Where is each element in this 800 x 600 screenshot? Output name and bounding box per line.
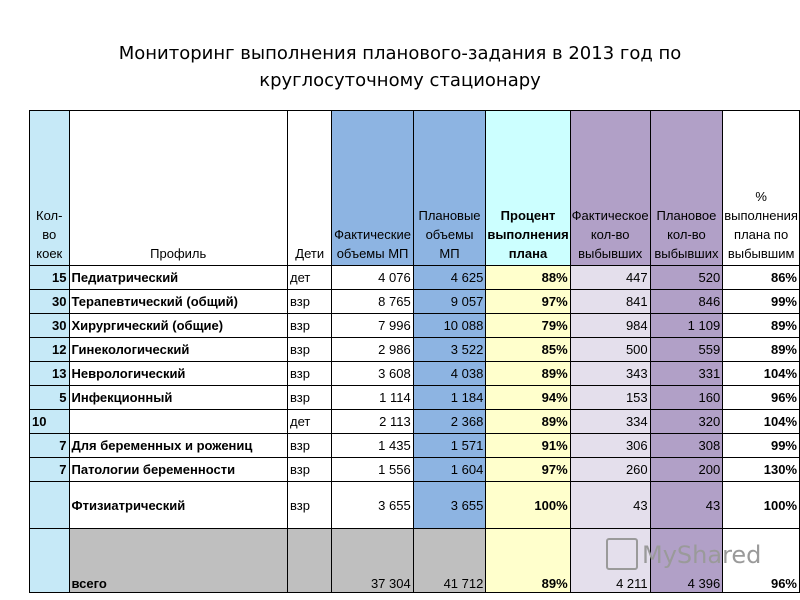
cell-plan: 4 038 — [413, 362, 486, 386]
cell-fakt: 1 114 — [332, 386, 413, 410]
cell-prof: Хирургический (общие) — [69, 314, 287, 338]
cell-proc: 79% — [486, 314, 570, 338]
cell-plan: 41 712 — [413, 529, 486, 593]
cell-pct: 104% — [723, 362, 800, 386]
cell-fvyb: 447 — [570, 266, 650, 290]
cell-plan: 1 184 — [413, 386, 486, 410]
header-row — [30, 111, 800, 266]
cell-plan: 2 368 — [413, 410, 486, 434]
cell-kol: 7 — [30, 458, 70, 482]
cell-kol — [30, 482, 70, 529]
cell-deti: взр — [287, 482, 331, 529]
cell-pct: 99% — [723, 434, 800, 458]
cell-deti: взр — [287, 434, 331, 458]
cell-prof: Патологии беременности — [69, 458, 287, 482]
watermark-text: MyShared — [642, 541, 762, 569]
header-pct: % выполнения плана по выбывшим — [723, 111, 800, 266]
cell-plan: 3 522 — [413, 338, 486, 362]
cell-kol: 30 — [30, 314, 70, 338]
header-fakt: Фактические объемы МП — [332, 111, 413, 266]
cell-deti: взр — [287, 338, 331, 362]
cell-prof: Неврологический — [69, 362, 287, 386]
table-row — [30, 482, 800, 529]
cell-prof: Для беременных и рожениц — [69, 434, 287, 458]
cell-fakt: 4 076 — [332, 266, 413, 290]
cell-fakt: 37 304 — [332, 529, 413, 593]
cell-deti: дет — [287, 410, 331, 434]
cell-proc: 91% — [486, 434, 570, 458]
table-row — [30, 410, 800, 434]
cell-pct: 104% — [723, 410, 800, 434]
cell-proc: 94% — [486, 386, 570, 410]
cell-deti — [287, 529, 331, 593]
cell-pvyb: 559 — [650, 338, 723, 362]
cell-kol: 12 — [30, 338, 70, 362]
cell-pvyb: 331 — [650, 362, 723, 386]
cell-kol: 30 — [30, 290, 70, 314]
cell-fvyb: 343 — [570, 362, 650, 386]
cell-pvyb: 846 — [650, 290, 723, 314]
table-row — [30, 338, 800, 362]
cell-fvyb: 153 — [570, 386, 650, 410]
cell-proc: 89% — [486, 529, 570, 593]
cell-pvyb: 4 396 — [650, 529, 723, 593]
cell-deti: дет — [287, 266, 331, 290]
cell-pct: 130% — [723, 458, 800, 482]
cell-pct: 100% — [723, 482, 800, 529]
header-deti: Дети — [287, 111, 331, 266]
cell-proc: 97% — [486, 458, 570, 482]
cell-pvyb: 320 — [650, 410, 723, 434]
cell-fvyb: 306 — [570, 434, 650, 458]
cell-plan: 9 057 — [413, 290, 486, 314]
cell-kol: 13 — [30, 362, 70, 386]
header-kol: Кол-во коек — [30, 111, 70, 266]
watermark — [606, 540, 761, 572]
table-row — [30, 458, 800, 482]
title-line-1: Мониторинг выполнения планового-задания в 2013 год по — [118, 43, 682, 64]
cell-fvyb: 500 — [570, 338, 650, 362]
cell-fakt: 8 765 — [332, 290, 413, 314]
cell-prof: Инфекционный — [69, 386, 287, 410]
cell-pct: 96% — [723, 529, 800, 593]
cell-fakt: 3 655 — [332, 482, 413, 529]
cell-fvyb: 260 — [570, 458, 650, 482]
cell-prof: всего — [69, 529, 287, 593]
cell-plan: 4 625 — [413, 266, 486, 290]
cell-pct: 86% — [723, 266, 800, 290]
cell-plan: 3 655 — [413, 482, 486, 529]
cell-pvyb: 43 — [650, 482, 723, 529]
header-pvyb: Плановое кол-во выбывших — [650, 111, 723, 266]
cell-pct: 99% — [723, 290, 800, 314]
header-fvyb: Фактическое кол-во выбывших — [570, 111, 650, 266]
cell-deti: взр — [287, 362, 331, 386]
table-row — [30, 290, 800, 314]
cell-pvyb: 160 — [650, 386, 723, 410]
cell-fakt: 3 608 — [332, 362, 413, 386]
table-row — [30, 386, 800, 410]
cell-proc: 97% — [486, 290, 570, 314]
cell-kol: 5 — [30, 386, 70, 410]
cell-proc: 89% — [486, 362, 570, 386]
cell-fvyb: 4 211 — [570, 529, 650, 593]
cell-fvyb: 984 — [570, 314, 650, 338]
page-title — [0, 40, 800, 94]
cell-deti: взр — [287, 290, 331, 314]
cell-pct: 96% — [723, 386, 800, 410]
cell-prof: Гинекологический — [69, 338, 287, 362]
cell-pct: 89% — [723, 314, 800, 338]
cell-prof: Фтизиатрический — [69, 482, 287, 529]
table-row — [30, 266, 800, 290]
cell-proc: 89% — [486, 410, 570, 434]
cell-prof: Педиатрический — [69, 266, 287, 290]
cell-proc: 100% — [486, 482, 570, 529]
cell-fvyb: 334 — [570, 410, 650, 434]
cell-prof — [69, 410, 287, 434]
cell-fakt: 1 435 — [332, 434, 413, 458]
cell-prof: Терапевтический (общий) — [69, 290, 287, 314]
header-prof: Профиль — [69, 111, 287, 266]
table-row — [30, 434, 800, 458]
cell-pvyb: 1 109 — [650, 314, 723, 338]
cell-deti: взр — [287, 314, 331, 338]
cell-deti: взр — [287, 458, 331, 482]
cell-kol — [30, 529, 70, 593]
cell-fvyb: 841 — [570, 290, 650, 314]
cell-fakt: 7 996 — [332, 314, 413, 338]
header-proc: Процент выполнения плана — [486, 111, 570, 266]
table-row — [30, 362, 800, 386]
cell-plan: 1 571 — [413, 434, 486, 458]
cell-fakt: 2 113 — [332, 410, 413, 434]
cell-kol: 7 — [30, 434, 70, 458]
cell-deti: взр — [287, 386, 331, 410]
monitoring-table — [29, 110, 800, 593]
cell-proc: 88% — [486, 266, 570, 290]
cell-fakt: 1 556 — [332, 458, 413, 482]
cell-fakt: 2 986 — [332, 338, 413, 362]
header-plan: Плановые объемы МП — [413, 111, 486, 266]
table-row — [30, 314, 800, 338]
presentation-icon — [606, 538, 638, 570]
title-line-2: круглосуточному стационару — [259, 70, 541, 91]
cell-fvyb: 43 — [570, 482, 650, 529]
cell-pvyb: 200 — [650, 458, 723, 482]
cell-kol: 15 — [30, 266, 70, 290]
cell-plan: 10 088 — [413, 314, 486, 338]
cell-pct: 89% — [723, 338, 800, 362]
cell-proc: 85% — [486, 338, 570, 362]
cell-pvyb: 520 — [650, 266, 723, 290]
cell-pvyb: 308 — [650, 434, 723, 458]
cell-plan: 1 604 — [413, 458, 486, 482]
cell-kol: 10 — [30, 410, 70, 434]
